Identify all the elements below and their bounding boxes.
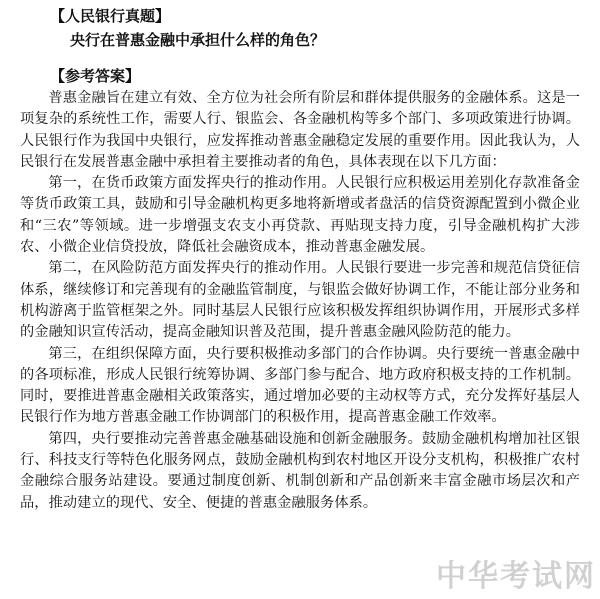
answer-tag: 【参考答案】 [50,67,141,85]
site-watermark: 中华考试网 [436,559,596,594]
answer-paragraph-3: 第三，在组织保障方面，央行要积极推动多部门的合作协调。央行要统一普惠金融中的各项标准，形成人民银行统筹协调、多部门参与配合、地方政府积极支持的工作机制。同时，要推进普惠金融相关政策落实，通过增加必要的主动权等方式，充分发挥好基层人民银行作为地方普惠金融工作协调部门的积极作用，提高普惠金融工作效率。 [20,345,580,426]
answer-paragraph-2: 第二，在风险防范方面发挥央行的推动作用。人民银行要进一步完善和规范信贷征信体系，继续修订和完善现有的金融监管制度，与银监会做好协调工作，不能让部分业务和机构游离于监管框架之外。同时基层人民银行应该积极发挥组织协调作用，开展形式多样的金融知识宣传活动，提高金融知识普及范围，提升普惠金融风险防范的能力。 [20,260,580,341]
answer-paragraph-1: 第一，在货币政策方面发挥央行的推动作用。人民银行应积极运用差别化存款准备金等货币政策工具，鼓励和引导金融机构更多地将新增或者盘活的信贷资源配置到小微企业和“三农”等领域。进一步增强支农支小再贷款、再贴现支持力度，引导金融机构扩大涉农、小微企业信贷投放，降低社会融资成本，推动普惠金融发展。 [20,175,580,256]
question-title: 央行在普惠金融中承担什么样的角色？ [70,31,326,49]
source-tag: 【人民银行真题】 [50,7,171,25]
answer-paragraph-intro: 普惠金融旨在建立有效、全方位为社会所有阶层和群体提供服务的金融体系。这是一项复杂的系统性工作，需要人行、银监会、各金融机构等多个部门、多项政策进行协调。人民银行作为我国中央银行，应发挥推动普惠金融稳定发展的重要作用。因此我认为，人民银行在发展普惠金融中承担着主要推动者的角色，具体表现在以下几方面： [20,90,580,170]
answer-paragraph-4: 第四，央行要推动完善普惠金融基础设施和创新金融服务。鼓励金融机构增加社区银行、科技支行等特色化服务网点，鼓励金融机构到农村地区开设分支机构，积极推广农村金融综合服务站建设。要通过制度创新、机制创新和产品创新来丰富金融市场层次和产品，推动建立的现代、安全、便捷的普惠金融服务体系。 [20,430,580,511]
